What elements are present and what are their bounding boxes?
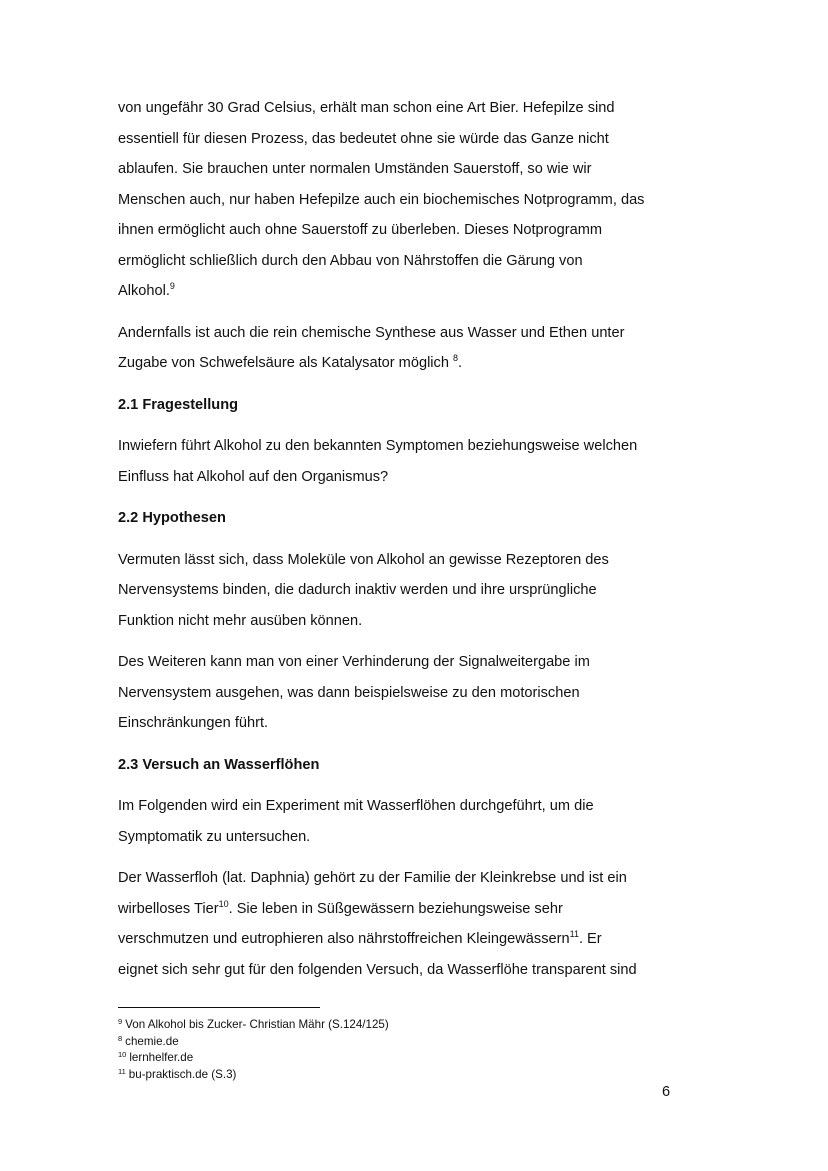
page-number: 6 bbox=[662, 1084, 671, 1100]
footnote-text: Von Alkohol bis Zucker- Christian Mähr (S.124/125) bbox=[125, 1018, 389, 1031]
text-line: ablaufen. Sie brauchen unter normalen Umständen Sauerstoff, so wie wir bbox=[118, 161, 592, 177]
footnote-number: 11 bbox=[118, 1066, 126, 1076]
text-line: Des Weiteren kann man von einer Verhinderung der Signalweitergabe im bbox=[118, 654, 590, 670]
text-line: Im Folgenden wird ein Experiment mit Wasserflöhen durchgeführt, um die bbox=[118, 798, 594, 814]
text-line: Funktion nicht mehr ausüben können. bbox=[118, 612, 363, 629]
section-heading-versuch: 2.3 Versuch an Wasserflöhen bbox=[118, 756, 320, 773]
footnote-text: bu-praktisch.de (S.3) bbox=[128, 1067, 237, 1081]
text-line: verschmutzen und eutrophieren also nährstoffreichen Kleingewässern bbox=[118, 931, 570, 947]
section-heading-fragestellung: 2.1 Fragestellung bbox=[118, 396, 239, 413]
footnote-reference[interactable]: 10 bbox=[218, 898, 229, 909]
text-line: Der Wasserfloh (lat. Daphnia) gehört zu der Familie der Kleinkrebse und ist ein bbox=[118, 870, 627, 886]
paragraph-research-question bbox=[118, 431, 696, 492]
text-line: Einfluss hat Alkohol auf den Organismus? bbox=[118, 468, 389, 485]
paragraph-hypothesis-signals bbox=[118, 647, 696, 739]
text-line: ihnen ermöglicht auch ohne Sauerstoff zu überleben. Dieses Notprogramm bbox=[118, 222, 603, 238]
text-line: Vermuten lässt sich, dass Moleküle von Alkohol an gewisse Rezeptoren des bbox=[118, 551, 609, 568]
paragraph-chemical-synthesis bbox=[118, 318, 696, 379]
text-line: Nervensystems binden, die dadurch inaktiv werden und ihre ursprüngliche bbox=[118, 582, 597, 598]
footnote-10 bbox=[118, 1050, 678, 1067]
paragraph-experiment-intro bbox=[118, 791, 696, 852]
text-punctuation: . bbox=[458, 355, 463, 371]
footnote-11 bbox=[118, 1067, 678, 1084]
footnote-reference[interactable]: 9 bbox=[169, 281, 175, 291]
footnote-reference[interactable]: 11 bbox=[569, 929, 579, 939]
paragraph-yeast-fermentation bbox=[118, 93, 696, 307]
text-line: wirbelloses Tier bbox=[118, 900, 219, 917]
text-line: Menschen auch, nur haben Hefepilze auch ein biochemisches Notprogramm, das bbox=[118, 191, 645, 208]
text-line: Nervensystem ausgehen, was dann beispielsweise zu den motorischen bbox=[118, 684, 580, 701]
text-line: . Sie leben in Süßgewässern beziehungsweise sehr bbox=[228, 900, 563, 917]
footnote-reference[interactable]: 8 bbox=[453, 353, 459, 363]
footnote-number: 9 bbox=[118, 1017, 123, 1026]
footnote-9 bbox=[118, 1017, 678, 1034]
text-line: Inwiefern führt Alkohol zu den bekannten Symptomen beziehungsweise welchen bbox=[118, 438, 638, 454]
footnote-separator bbox=[118, 1007, 320, 1008]
text-line: Andernfalls ist auch die rein chemische Synthese aus Wasser und Ethen unter bbox=[118, 324, 625, 341]
footnote-text: chemie.de bbox=[125, 1034, 179, 1048]
footnotes bbox=[118, 1017, 678, 1083]
footnote-text: lernhelfer.de bbox=[129, 1051, 194, 1065]
text-line: eignet sich sehr gut für den folgenden Versuch, da Wasserflöhe transparent sind bbox=[118, 961, 637, 978]
section-heading-hypothesen: 2.2 Hypothesen bbox=[118, 510, 226, 526]
paragraph-daphnia bbox=[118, 863, 696, 985]
body-text bbox=[118, 93, 696, 996]
text-line: Alkohol. bbox=[118, 283, 170, 299]
text-line: von ungefähr 30 Grad Celsius, erhält man schon eine Art Bier. Hefepilze sind bbox=[118, 100, 615, 116]
text-line: Einschränkungen führt. bbox=[118, 715, 269, 731]
text-line: Zugabe von Schwefelsäure als Katalysator möglich bbox=[118, 355, 454, 371]
paragraph-hypothesis-receptors bbox=[118, 545, 696, 637]
text-line: Symptomatik zu untersuchen. bbox=[118, 828, 311, 845]
footnote-number: 8 bbox=[118, 1033, 123, 1043]
text-line: . Er bbox=[578, 931, 602, 947]
footnote-8 bbox=[118, 1034, 678, 1051]
footnote-number: 10 bbox=[118, 1050, 127, 1060]
text-line: essentiell für diesen Prozess, das bedeutet ohne sie würde das Ganze nicht bbox=[118, 130, 609, 147]
text-line: ermöglicht schließlich durch den Abbau von Nährstoffen die Gärung von bbox=[118, 252, 583, 269]
